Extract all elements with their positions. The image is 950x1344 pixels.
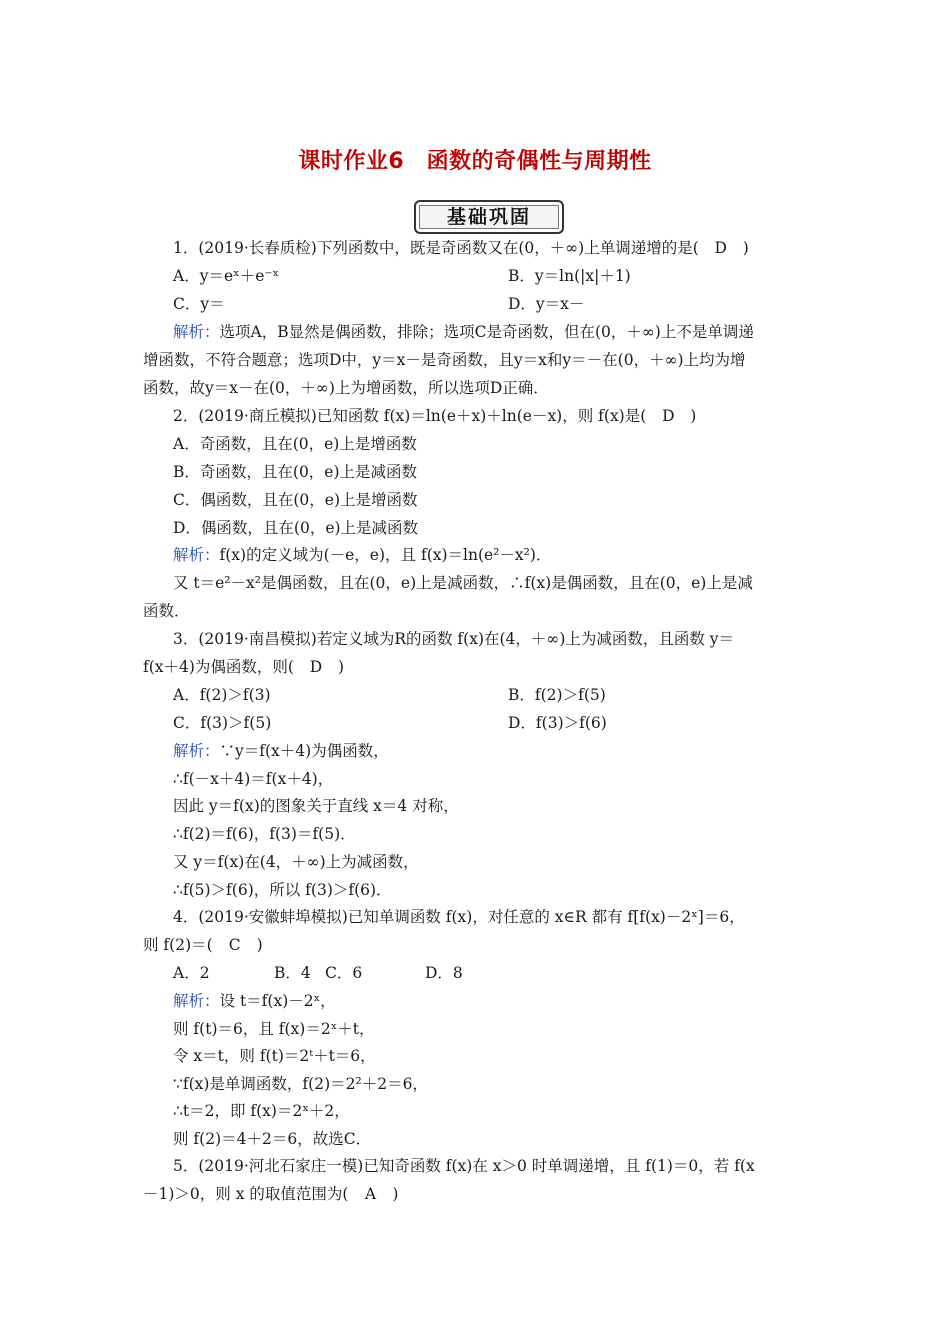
- page-title: 课时作业6 函数的奇偶性与周期性: [298, 149, 652, 174]
- q1-analysis-line-3: 函数，故y＝x－在(0，＋∞)上为增函数，所以选项D正确．: [143, 379, 549, 397]
- q1-answer: D: [714, 239, 727, 257]
- q2-stem: 2．(2019·商丘模拟)已知函数 f(x)＝ln(e＋x)＋ln(e－x)，则 f(x)是( D ): [173, 407, 697, 425]
- q3-option-a: A．f(2)＞f(3): [173, 686, 271, 704]
- q3-stem-line-1: 3．(2019·南昌模拟)若定义域为R的函数 f(x)在(4，＋∞)上为减函数，且函数 y＝: [173, 630, 735, 648]
- analysis-label: 解析：: [173, 323, 220, 341]
- q4-option-c: C．6: [325, 964, 363, 982]
- q4-analysis-line-2: 则 f(t)＝6，且 f(x)＝2ˣ＋t，: [173, 1020, 375, 1038]
- q4-option-b: B．4: [274, 964, 311, 982]
- q4-stem-line-1: 4．(2019·安徽蚌埠模拟)已知单调函数 f(x)，对任意的 x∈R 都有 f[f(x)－2ˣ]＝6，: [173, 908, 745, 926]
- q5-stem-line-2: －1)＞0，则 x 的取值范围为( A ): [143, 1185, 399, 1203]
- q3-analysis-line-4: ∴f(2)＝f(6)，f(3)＝f(5)．: [173, 825, 356, 843]
- q3-option-b: B．f(2)＞f(5): [508, 686, 606, 704]
- analysis-label: 解析：: [173, 546, 220, 564]
- section-badge: [414, 200, 564, 234]
- analysis-label: 解析：: [173, 742, 220, 760]
- q1-option-b: B．y＝ln(|x|＋1): [508, 267, 631, 285]
- q3-option-c: C．f(3)＞f(5): [173, 714, 272, 732]
- q4-analysis-line-3: 令 x＝t，则 f(t)＝2ᵗ＋t＝6，: [173, 1047, 376, 1065]
- analysis-label: 解析：: [173, 992, 220, 1010]
- q4-option-a: A．2: [173, 964, 210, 982]
- q2-analysis-line-2: 又 t＝e²－x²是偶函数，且在(0，e)上是减函数，∴f(x)是偶函数，且在(0，e)上是减: [173, 574, 753, 592]
- q2-option-c: C．偶函数，且在(0，e)上是增函数: [173, 491, 418, 509]
- q3-analysis-line-3: 因此 y＝f(x)的图象关于直线 x＝4 对称，: [173, 797, 459, 815]
- q1-analysis-line-1: 解析：选项A，B显然是偶函数，排除；选项C是奇函数，但在(0，＋∞)上不是单调递: [173, 323, 754, 341]
- q4-analysis-line-5: ∴t＝2，即 f(x)＝2ˣ＋2，: [173, 1102, 350, 1120]
- q1-option-d: D．y＝x－: [508, 295, 585, 313]
- q4-option-d: D．8: [425, 964, 463, 982]
- q2-option-d: D．偶函数，且在(0，e)上是减函数: [173, 519, 419, 537]
- q1-stem: 1．(2019·长春质检)下列函数中，既是奇函数又在(0，＋∞)上单调递增的是( D ): [173, 239, 749, 257]
- q4-analysis-line-6: 则 f(2)＝4＋2＝6，故选C．: [173, 1130, 372, 1148]
- q3-analysis-line-6: ∴f(5)＞f(6)，所以 f(3)＞f(6)．: [173, 881, 392, 899]
- q4-answer: C: [228, 936, 241, 954]
- q4-stem-line-2: 则 f(2)＝( C ): [143, 936, 263, 954]
- q3-analysis-line-5: 又 y＝f(x)在(4，＋∞)上为减函数，: [173, 853, 419, 871]
- q2-option-b: B．奇函数，且在(0，e)上是减函数: [173, 463, 418, 481]
- q2-analysis-line-1: 解析：f(x)的定义域为(－e，e)，且 f(x)＝ln(e²－x²)．: [173, 546, 552, 564]
- q4-analysis-line-4: ∵f(x)是单调函数，f(2)＝2²＋2＝6，: [173, 1075, 428, 1093]
- q5-answer: A: [364, 1185, 377, 1203]
- q4-analysis-line-1: 解析：设 t＝f(x)－2ˣ，: [173, 992, 336, 1010]
- q1-analysis-line-2: 增函数，不符合题意；选项D中，y＝x－是奇函数，且y＝x和y＝－在(0，＋∞)上均为增: [143, 351, 746, 369]
- q2-option-a: A．奇函数，且在(0，e)上是增函数: [173, 435, 417, 453]
- q5-stem-line-1: 5．(2019·河北石家庄一模)已知奇函数 f(x)在 x＞0 时单调递增，且 f(1)＝0，若 f(x: [173, 1157, 755, 1175]
- q3-analysis-line-1: 解析：∵y＝f(x＋4)为偶函数，: [173, 742, 389, 760]
- section-label: 基础巩固: [446, 206, 531, 228]
- q2-answer: D: [662, 407, 675, 425]
- q3-answer: D: [309, 658, 323, 676]
- q1-option-a: A．y＝eˣ＋e⁻ˣ: [173, 267, 280, 285]
- q3-option-d: D．f(3)＞f(6): [508, 714, 607, 732]
- q2-analysis-line-3: 函数．: [143, 602, 190, 620]
- q3-analysis-line-2: ∴f(－x＋4)＝f(x＋4)，: [173, 770, 334, 788]
- q3-stem-line-2: f(x＋4)为偶函数，则( D ): [143, 658, 345, 676]
- q1-option-c: C．y＝: [173, 295, 225, 313]
